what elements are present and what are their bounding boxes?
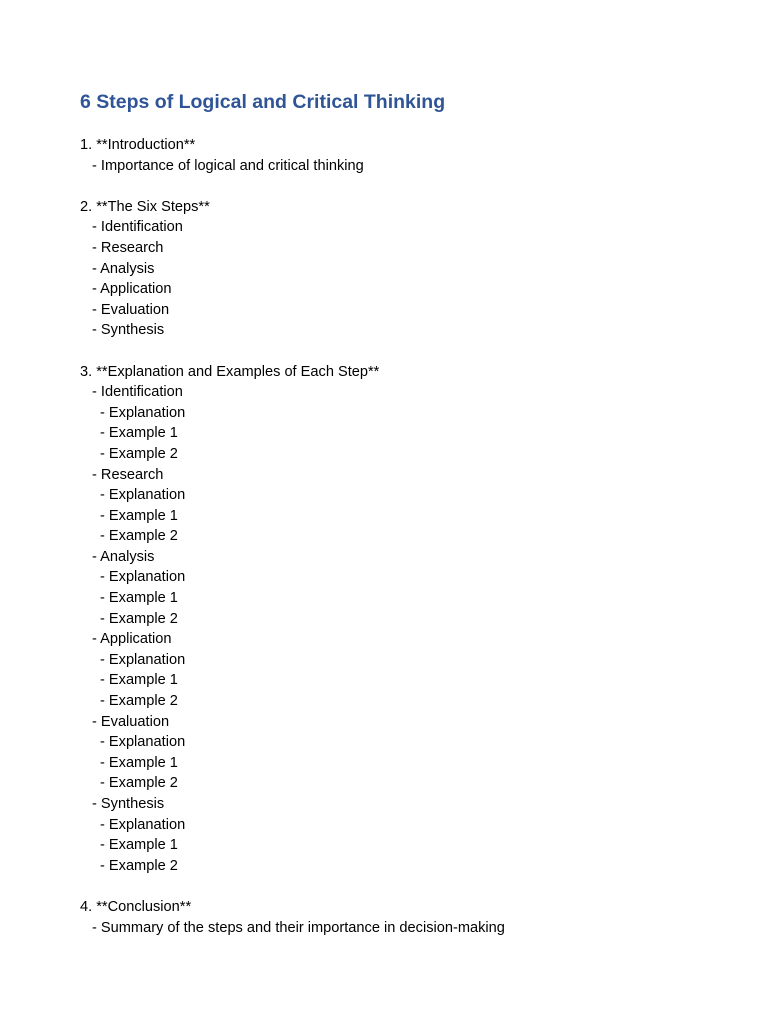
document-title: 6 Steps of Logical and Critical Thinking [80,91,446,113]
sub-list-item: - Example 1 [100,507,178,524]
sub-list-item: - Example 2 [100,775,178,792]
sub-list-item: - Explanation [100,487,186,504]
list-item: - Analysis [92,548,155,565]
list-item: - Synthesis [92,322,165,339]
sub-list-item: - Example 2 [100,610,178,627]
sub-list-item: - Example 2 [100,528,178,545]
list-item: - Summary of the steps and their importance in decision-making [92,919,505,936]
list-item: - Research [92,466,164,483]
sub-list-item: - Example 2 [100,445,178,462]
list-item: - Identification [92,219,183,236]
list-item: - Research [92,239,164,256]
list-item: - Evaluation [92,301,170,318]
sub-list-item: - Example 1 [100,590,178,607]
sub-list-item: - Example 2 [100,693,178,710]
list-item: - Identification [92,384,183,401]
sub-list-item: - Example 1 [100,425,178,442]
section-heading: 2. **The Six Steps** [80,198,210,215]
sub-list-item: - Explanation [100,651,186,668]
list-item: - Analysis [92,260,155,277]
sub-list-item: - Explanation [100,404,186,421]
sub-list-item: - Example 1 [100,672,178,689]
sub-list-item: - Explanation [100,569,186,586]
list-item: - Synthesis [92,796,165,812]
document-outline [80,135,720,938]
sub-list-item: - Example 1 [100,837,178,854]
sub-list-item: - Explanation [100,816,186,833]
section-heading: 3. **Explanation and Examples of Each Step** [80,363,380,380]
blank-line [80,876,720,897]
blank-line [80,341,720,362]
list-item: - Importance of logical and critical thinking [92,157,364,174]
blank-line [80,176,720,197]
list-item: - Application [92,281,172,298]
section-heading: 4. **Conclusion** [80,898,192,915]
sub-list-item: - Explanation [100,734,186,751]
sub-list-item: - Example 2 [100,857,178,874]
sub-list-item: - Example 1 [100,754,178,771]
list-item: - Evaluation [92,713,170,730]
section-heading: 1. **Introduction** [80,137,196,153]
list-item: - Application [92,631,172,648]
